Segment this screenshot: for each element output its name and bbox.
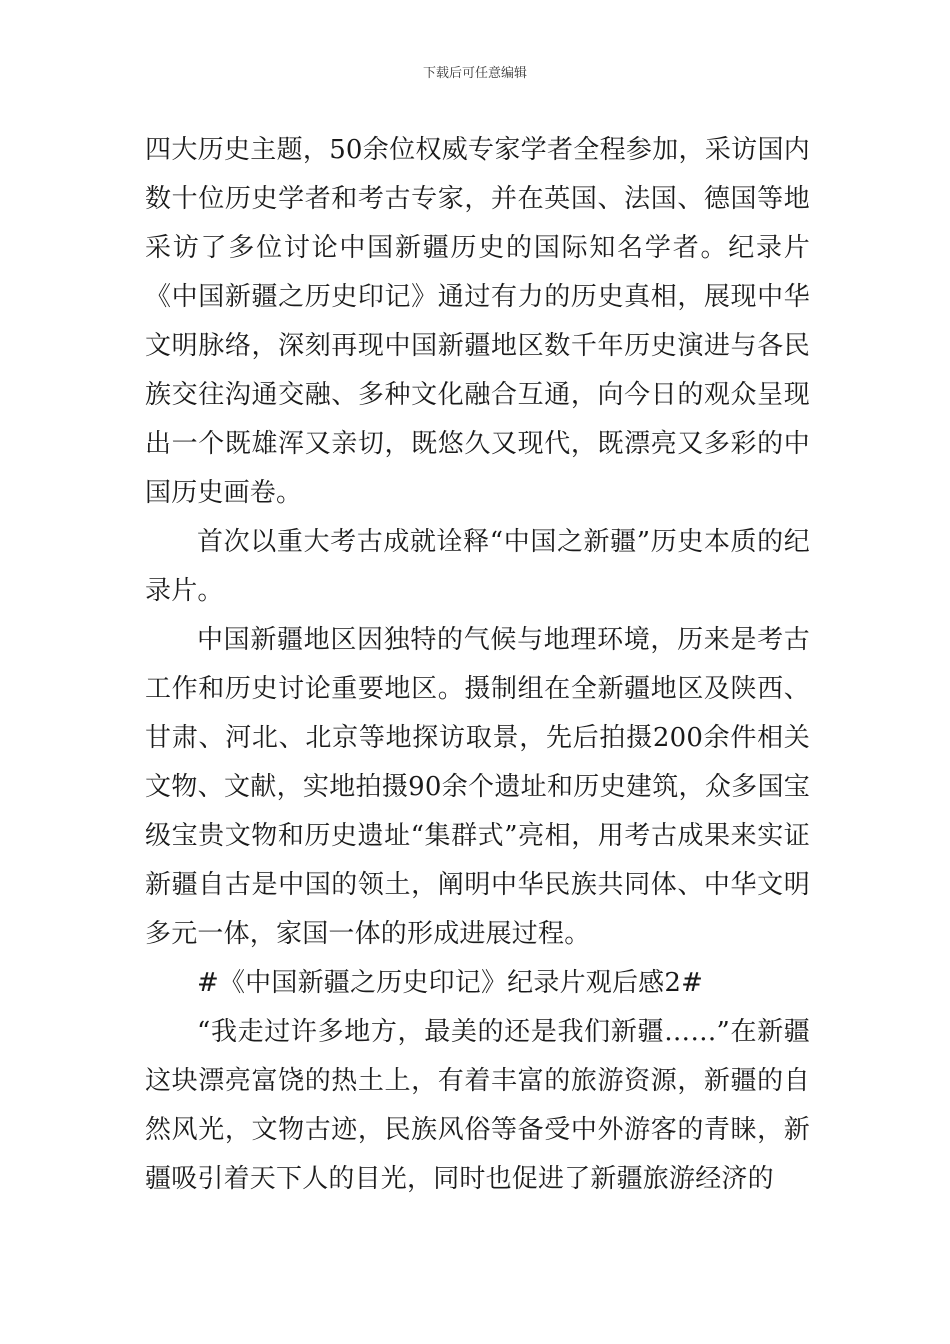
paragraph-4: “我走过许多地方，最美的还是我们新疆……”在新疆这块漂亮富饶的热土上，有着丰富的旅游资源，新疆的自然风光，文物古迹，民族风俗等备受中外游客的青睐，新疆吸引着天下人的目光，同时也促进了新疆旅游经济的 — [145, 1017, 810, 1194]
section-heading: #《中国新疆之历史印记》纪录片观后感2# — [197, 968, 704, 998]
paragraph-2: 首次以重大考古成就诠释“中国之新疆”历史本质的纪录片。 — [145, 527, 810, 606]
paragraph-1: 四大历史主题，50余位权威专家学者全程参加，采访国内数十位历史学者和考古专家，并在英国、法国、德国等地采访了多位讨论中国新疆历史的国际知名学者。纪录片《中国新疆之历史印记》通过有力的历史真相，展现中华文明脉络，深刻再现中国新疆地区数千年历史演进与各民族交往沟通交融、多种文化融合互通，向今日的观众呈现出一个既雄浑又亲切，既悠久又现代，既漂亮又多彩的中国历史画卷。 — [145, 135, 810, 508]
page-header: 下载后可任意编辑 — [422, 66, 527, 81]
document-body — [145, 126, 810, 1204]
paragraph-3: 中国新疆地区因独特的气候与地理环境，历来是考古工作和历史讨论重要地区。摄制组在全新疆地区及陕西、甘肃、河北、北京等地探访取景，先后拍摄200余件相关文物、文献，实地拍摄90余个遗址和历史建筑，众多国宝级宝贵文物和历史遗址“集群式”亮相，用考古成果来实证新疆自古是中国的领土，阐明中华民族共同体、中华文明多元一体，家国一体的形成进展过程。 — [145, 625, 810, 949]
